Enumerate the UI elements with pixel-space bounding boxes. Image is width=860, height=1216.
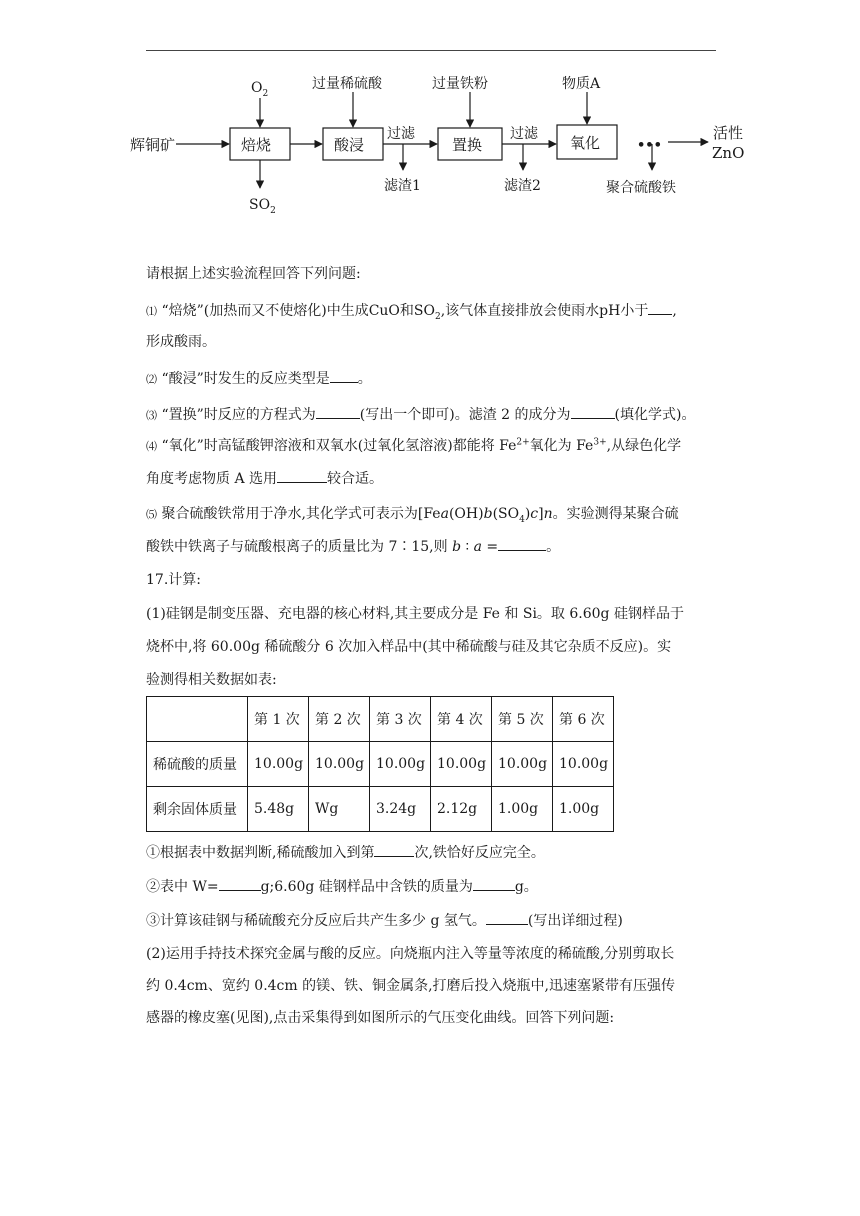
q2-blank[interactable] — [330, 368, 358, 383]
q3-line: ⑶ “置换”时反应的方程式为 (写出一个即可)。滤渣 2 的成分为 (填化学式)。 — [146, 404, 695, 426]
table-cell: 10.00g — [431, 742, 492, 787]
step-acid-leach-label: 酸浸 — [334, 136, 365, 154]
top-divider — [146, 50, 716, 51]
product-label-line2: ZnO — [712, 144, 745, 162]
q5-line2: 酸铁中铁离子与硫酸根离子的质量比为 7∶15,则 b ∶ a = 。 — [146, 536, 560, 557]
q17-p1-line3: 验测得相关数据如表: — [146, 672, 277, 688]
s2-blank-2[interactable] — [473, 876, 515, 891]
so2-label: $SO_2$ — [249, 197, 276, 216]
q2-line: ⑵ “酸浸”时发生的反应类型是 。 — [146, 368, 372, 390]
table-header-cell: 第 6 次 — [553, 697, 614, 742]
ellipsis-dots: ••• — [637, 138, 662, 153]
q17-sub3: ③计算该硅钢与稀硫酸充分反应后共产生多少 g 氢气。 (写出详细过程) — [146, 910, 623, 931]
table-header-cell: 第 4 次 — [431, 697, 492, 742]
data-table — [146, 696, 614, 832]
table-cell: 10.00g — [492, 742, 553, 787]
s2-blank-1[interactable] — [219, 876, 261, 891]
step-roast-label: 焙烧 — [241, 136, 272, 154]
table-header-cell: 第 5 次 — [492, 697, 553, 742]
q17-p1-line1: (1)硅钢是制变压器、充电器的核心材料,其主要成分是 Fe 和 Si。取 6.60g 硅钢样品于 — [146, 606, 684, 622]
q1-line2: 形成酸雨。 — [146, 334, 216, 350]
substance-a-label: 物质A — [562, 76, 601, 92]
table-header-row — [147, 697, 614, 742]
table-cell: 5.48g — [248, 787, 309, 832]
q5-blank[interactable] — [498, 536, 546, 551]
q17-p2-line1: (2)运用手持技术探究金属与酸的反应。向烧瓶内注入等量等浓度的稀硫酸,分别剪取长 — [146, 946, 675, 962]
q4-line1: ⑷ “氧化”时高锰酸钾溶液和双氧水(过氧化氢溶液)都能将 $Fe^{2+}$氧化为 $Fe^{3+}$,从绿色化学 — [146, 437, 682, 454]
q1-blank[interactable] — [648, 300, 672, 315]
table-cell: 10.00g — [370, 742, 431, 787]
table-cell: 剩余固体质量 — [147, 787, 248, 832]
step-replace-label: 置换 — [452, 136, 483, 154]
table-cell: 1.00g — [492, 787, 553, 832]
table-header-cell: 第 1 次 — [248, 697, 309, 742]
process-flowchart — [130, 62, 770, 232]
q17-sub2: ②表中 W= g;6.60g 硅钢样品中含铁的质量为 g。 — [146, 876, 538, 897]
filter-label-2: 过滤 — [510, 126, 538, 142]
table-cell: 稀硫酸的质量 — [147, 742, 248, 787]
table-cell: 10.00g — [248, 742, 309, 787]
q4-line2: 角度考虑物质 A 选用 较合适。 — [146, 468, 383, 489]
o2-label: $O_2$ — [251, 80, 269, 99]
q17-title: 17.计算: — [146, 572, 201, 588]
q17-p1-line2: 烧杯中,将 60.00g 稀硫酸分 6 次加入样品中(其中稀硫酸与硅及其它杂质不反应)。实 — [146, 639, 672, 655]
residue2-label: 滤渣2 — [504, 178, 541, 194]
table-cell: 10.00g — [309, 742, 370, 787]
table-cell: 2.12g — [431, 787, 492, 832]
table-cell: 1.00g — [553, 787, 614, 832]
table-row — [147, 742, 614, 787]
q17-sub1: ①根据表中数据判断,稀硫酸加入到第 次,铁恰好反应完全。 — [146, 842, 545, 863]
q4-blank[interactable] — [277, 468, 327, 483]
byproduct-label: 聚合硫酸铁 — [606, 180, 676, 196]
s3-blank[interactable] — [486, 910, 528, 925]
flow-input-label: 辉铜矿 — [130, 136, 176, 154]
table-header-cell — [147, 697, 248, 742]
table-cell: 3.24g — [370, 787, 431, 832]
step-oxidize-label: 氧化 — [570, 134, 601, 152]
q1-line1: ⑴ “焙烧”(加热而又不使熔化)中生成CuO和$SO_2$,该气体直接排放会使雨水pH小于 , — [146, 300, 677, 322]
table-header-cell: 第 3 次 — [370, 697, 431, 742]
s1-blank[interactable] — [374, 842, 414, 857]
product-label-line1: 活性 — [713, 124, 744, 142]
q3-blank-2[interactable] — [571, 404, 615, 419]
table-header-cell: 第 2 次 — [309, 697, 370, 742]
table-row — [147, 787, 614, 832]
q17-p2-line2: 约 0.4cm、宽约 0.4cm 的镁、铁、铜金属条,打磨后投入烧瓶中,迅速塞紧带有压强传 — [146, 978, 676, 994]
q17-p2-line3: 感器的橡皮塞(见图),点击采集得到如图所示的气压变化曲线。回答下列问题: — [146, 1010, 615, 1026]
q5-line1: ⑸ 聚合硫酸铁常用于净水,其化学式可表示为$[Fea(OH)b(SO_4)c]n$。实验测得某聚合硫 — [146, 506, 679, 525]
residue1-label: 滤渣1 — [384, 178, 421, 194]
table-cell: Wg — [309, 787, 370, 832]
q3-blank-1[interactable] — [316, 404, 360, 419]
table-cell: 10.00g — [553, 742, 614, 787]
intro-text: 请根据上述实验流程回答下列问题: — [146, 266, 361, 282]
filter-label-1: 过滤 — [387, 126, 415, 142]
acid-label: 过量稀硫酸 — [312, 76, 382, 92]
iron-label: 过量铁粉 — [432, 76, 488, 92]
